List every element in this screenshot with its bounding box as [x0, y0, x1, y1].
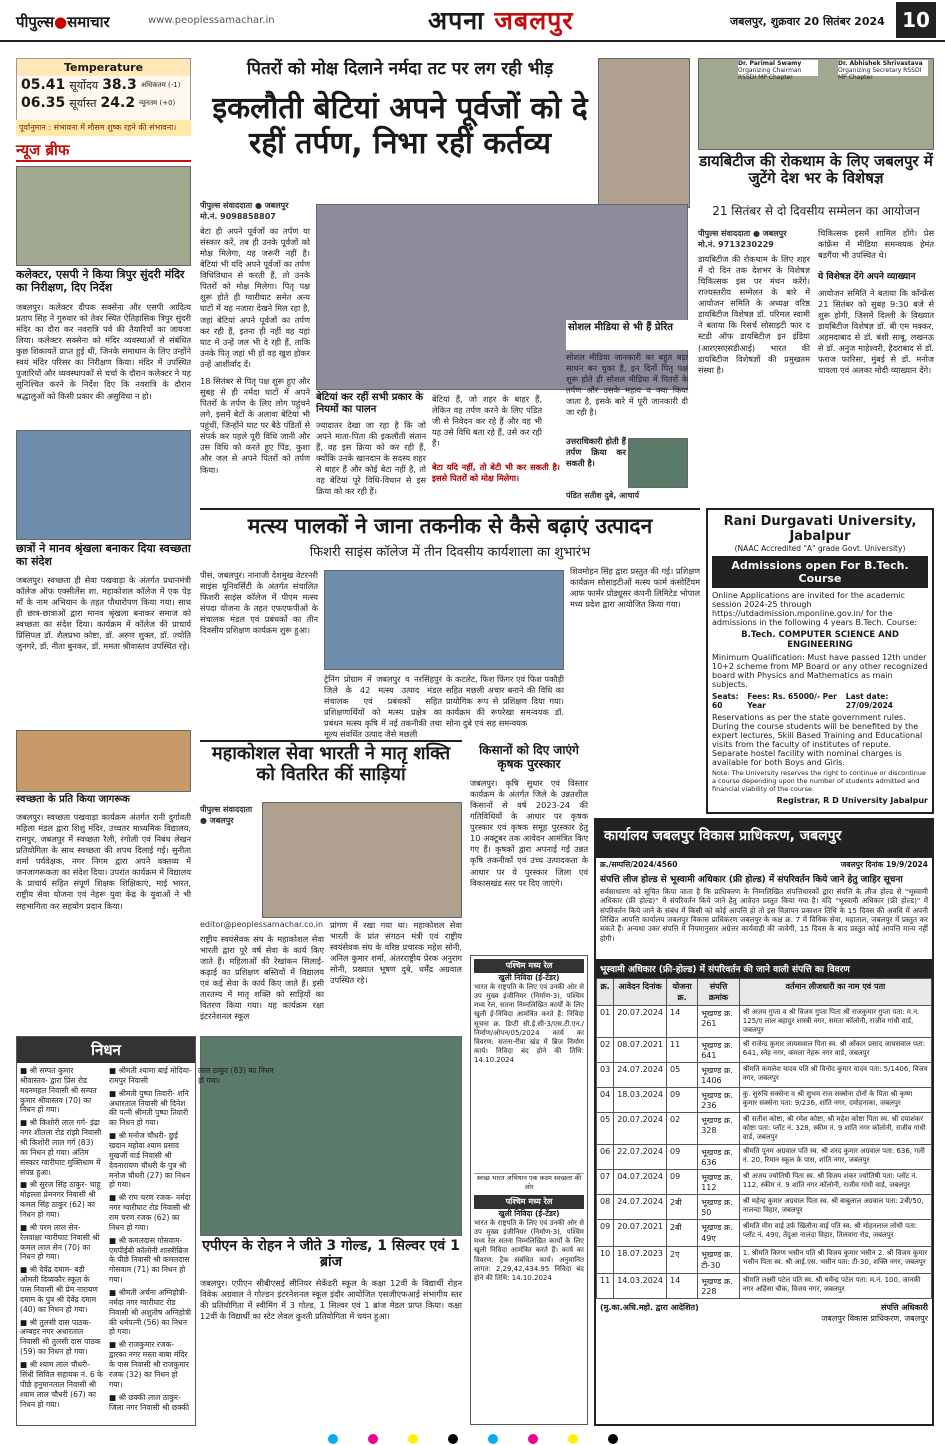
page-number: 10: [896, 2, 936, 38]
sport-headline: एपीएन के रोहन ने जीते 3 गोल्ड, 1 सिल्वर एवं 1 ब्रांज: [202, 1238, 460, 1271]
table-cell: 20.07.2024: [614, 1006, 667, 1038]
diabetes-col2: चिकित्सक इसमें शामिल होंगे। प्रेस कांफ्रेंस में मीडिया समन्वयक हेमंत बडगैंया भी उपस्थित थे।: [818, 228, 934, 261]
table-cell: भूखण्ड क्र. 49ए: [698, 1220, 740, 1247]
table-cell: 22.07.2024: [614, 1145, 667, 1170]
tender2-title: पश्चिम मध्य रेल: [474, 1195, 584, 1209]
lead-col1: बेटा ही अपने पूर्वजों का तर्पण या संस्कार करें, तब ही उनके पूर्वजों को मोक्ष मिलेगा, यह जरूरी नहीं है। बेटियां भी यदि अपने पूर्वजों का तर्पण विधिविधान से करती हैं, तो उनके पितरों को मोक्ष मिलेगा। पितृ पक्ष शुरू होते ही ग्वारीघाट समेत अन्य घाटों में यह नजारा देखने मिल रहा है, जहां बेटियां अपने पूर्वजों का तर्पण कर रही हैं, इतना ही नहीं वह यहां घाट में उन्हें जल भी दे रही हैं, ताकि उनके पितृ जहां भी हों वह खुश होकर उन्हें आशीर्वाद दें।: [200, 226, 310, 369]
table-cell: 14: [667, 1274, 698, 1299]
table-row: [597, 1145, 932, 1170]
brand-logo: पीपुल्स●समाचार: [16, 13, 110, 31]
table-cell: 14: [667, 1006, 698, 1038]
max-label: अधिकतम (-1): [140, 80, 181, 89]
max-temp: 38.3: [102, 77, 137, 93]
brief2-body: जबलपुर। स्वच्छता ही सेवा पखवाड़ा के अंतर्गत प्रधानमंत्री कॉलेज ऑफ एक्सीलेंस शा. महाकोशल कॉलेज में एक पेड़ माँ के नाम अभियान के तहत पौधारोपण किया गया। साथ ही छात्र-छात्राओं द्वारा मानव श्रृंखला बनाकर समाज को स्वच्छता का संदेश दिया। कार्यक्रम में कॉलेज की प्राचार्य प्रिंसिपल डॉ. शैलप्रभा कोष्टा, डॉ. अरुण शुक्ल, डॉ. ज्योति जुनगरे, डॉ. नीता बुनकर, डॉ. ममता श्रीवास्तव उपस्थित रहे।: [16, 575, 191, 652]
color-mark-black: [608, 1434, 618, 1444]
table-cell: 20.07.2024: [614, 1113, 667, 1145]
rdu-intro: Online Applications are invited for the academic session 2024-25 through https://utdadmission.mponline.gov.in/ for the admissions in the following 4 years B.Tech. Course:: [712, 591, 918, 627]
rdu-lectures: During the course students will be benefited by the expert lectures, Skill Based Training and Educational visits from the faculty of institutes of repute.: [712, 722, 923, 749]
obituary-item: ■ श्रीमती अर्चना अग्निहोत्री- नर्मदा नगर ग्वारीघाट रोड निवासी श्री अशुतोष अग्निहोत्री की धर्मपत्नी (56) का निधन हो गया।: [109, 1288, 191, 1337]
min-label: न्यूनतम (+0): [139, 98, 176, 107]
rdu-seats: Seats: 60: [712, 692, 739, 710]
table-cell: 05: [667, 1063, 698, 1088]
tender2-subtitle: खुली निविदा (ई-टेंडर): [498, 1209, 560, 1219]
table-row: [597, 1113, 932, 1145]
color-mark-cyan: [488, 1434, 498, 1444]
table-cell: कु. सुरुचि सक्सेना व श्री सुभम राज सक्सेना दोनों के पिता श्री कृष्ण कुमार सक्सेना पता: 9/236, शांति नगर, दमोहनाका, जबलपुर: [739, 1088, 931, 1113]
table-row: [597, 1170, 932, 1195]
seva-byline: पीपुल्स संवाददाता ● जबलपुर: [200, 805, 253, 825]
obituary-item: ■ श्री देवेंद्र दमाम- बड़ी ओमती दिव्यकौर स्कूल के पास निवासी श्री प्रेम नारायण दमाम के पुत्र श्री देवेंद्र दमाम (40) का निधन हो गया।: [20, 1265, 98, 1314]
sunset-time: 06.35: [21, 95, 66, 111]
table-cell: 05: [597, 1113, 614, 1145]
lead-quote2: उत्तराधिकारी होती हैं तर्पण क्रिया कर सकती है।: [566, 436, 626, 469]
seva-headline: महाकोशल सेवा भारती ने मातृ शक्ति को वितरित कीं साड़ियां: [211, 743, 451, 785]
table-row: [597, 1038, 932, 1063]
sunrise-label: सूर्योदय: [69, 78, 99, 92]
fish-col2: ट्रेनिंग प्रोग्राम में जबलपुर व नरसिंहपुर जिले के 42 मत्स्य उत्पाद मंडल संचालक एवं प्रबंधकों सहित प्रशिक्षणार्थियों को मत्स्य प्रक्षेत्र का प्रबंधन मत्स्य कृषि में नई तकनीकी तथा मूल्य संवर्धित उत्पाद जैसे मछली: [324, 674, 442, 740]
photo-cleanliness-rally: [16, 730, 191, 792]
lead-col4: बेटियां हैं, जो शहर के बाहर हैं, लेकिन वह तर्पण करने के लिए पंडित जी से निवेदन कर रहे हैं और वह भी यह उसे विधि बता रहे हैं, उसे कर रही हैं।: [432, 394, 542, 449]
table-cell: 1. श्रीमति किरण भसीन पति श्री विजय कुमार भसीन 2. श्री विजय कुमार भसीन पिता स्व. श्री आई.एस. भसीन पता: टी-30, शक्ति नगर, जबलपुर: [739, 1247, 931, 1274]
obituary-item: ■ श्री श्याम लाल चौधरी- सिंधी सिविल सहायक नं. 6 के पीछे हनुमानताल निवासी श्री श्याम लाल चौधरी (67) का निधन हो गया।: [20, 1360, 103, 1409]
photo-saree-distribution: [262, 802, 462, 918]
lead-quote: बेटा यदि नहीं, तो बेटी भी कर सकती है। इससे पितरों को मोक्ष मिलेगा।: [432, 462, 560, 484]
table-cell: श्री राजेन्द्र कुमार जायसवाल पिता स्व. श्री ओंकार प्रसाद जायसवाल पता: 641, स्नेह नगर, कमला नेहरू नगर वार्ड, जबलपुर: [739, 1038, 931, 1063]
jda-date: जबलपुर दिनांक 19/9/2024: [840, 860, 928, 869]
table-cell: 11: [667, 1038, 698, 1063]
print-color-marks: [0, 1432, 945, 1445]
table-row: [597, 1220, 932, 1247]
brief3-body: जबलपुर। स्वच्छता पखवाड़ा कार्यक्रम अंतर्गत रानी दुर्गावती महिला मंडल द्वारा शिशु मंदिर, उच्चतर माध्यमिक विद्यालय, रामपुर, जबलपुर में स्वच्छता रैली, रंगोली एवं निबंध लेखन प्रतियोगिता के साथ स्वच्छता की शपथ दिलाई गई। सुनीता शर्मा पर्यवेक्षक, नगर निगम द्वारा अपने वक्तव्य में जनजागरूकता का संदेश दिया। उपरांत कार्यक्रम में विद्यालय के प्राचार्य सहित संपूर्ण शिक्षक शिक्षिकाएं, माई भारत, राष्ट्रीय सेवा योजना एवं नेहरू युवा केंद्र के युवाओं ने भी सहभागिता कर सहयोग प्रदान किया।: [16, 812, 191, 911]
rdu-naac: (NAAC Accredited "A" grade Govt. University): [734, 544, 906, 553]
forecast: पूर्वानुमान : संभावना में मौसम शुष्क रहने की संभावना।: [16, 120, 191, 136]
rdu-fees: Fees: Rs. 65000/- Per Year: [747, 692, 837, 710]
table-cell: 09: [597, 1220, 614, 1247]
table-cell: 18.03.2024: [614, 1088, 667, 1113]
obituary-item: ■ श्री राजकुमार रजक- द्वारका नगर मस्ता बाबा मंदिर के पास निवासी श्री राजकुमार रजक (32) का निधन हो गया।: [109, 1340, 189, 1389]
table-cell: भूखण्ड क्र. 50: [698, 1195, 740, 1220]
table-header-cell: संपत्ति क्रमांक: [698, 979, 740, 1006]
photo-woman-offering: [598, 58, 690, 208]
table-cell: श्री अजय ज्योतिषी पिता स्व. श्री विजय शंकर ज्योतिषी पता: प्लॉट नं. 112, स्कीम नं. 9 शांति नगर कॉलोनी, राजीव गांधी वार्ड, जबलपुर: [739, 1170, 931, 1195]
table-cell: 2बी: [667, 1195, 698, 1220]
table-cell: 10: [597, 1247, 614, 1274]
table-cell: 2बी: [667, 1220, 698, 1247]
tender1-footer: स्वच्छ भारत अभियान एक कदम स्वच्छता की ओर: [474, 1173, 584, 1191]
obituaries-title: निधन: [17, 1037, 195, 1063]
side-body: सोशल मीडिया जानकारी का बहुत बड़ा साधन बन चुका है, इन दिनों पितृ पक्ष शुरू होते ही सोशल मीडिया में पितरों के तर्पण और उसके महत्व व क्या किया जाता है, इसके बारे में पूरी जानकारी दी जा रही है।: [566, 352, 688, 418]
table-cell: भूखण्ड क्र. 112: [698, 1170, 740, 1195]
rdu-last-date: Last date: 27/09/2024: [845, 692, 894, 710]
photo-human-chain: [16, 430, 191, 540]
table-header-cell: योजना क्र.: [667, 979, 698, 1006]
pandit-name: पंडित सतीश दुबे, आचार्य: [566, 491, 640, 500]
fish-col1: पीसं, जबलपुर। नानाजी देशमुख वेटरनरी साइंस यूनिवर्सिटी के अंतर्गत संचालित फिशरी साइंस कॉलेज में पीएम मत्स्य संपदा योजना के तहत एफएफपीओ के संचालक मंडल एवं प्रबंधकों का तीन दिवसीय प्रशिक्षण कार्यक्रम शुरू हुआ।: [200, 570, 318, 636]
table-cell: भूखण्ड क्र. 1406: [698, 1063, 740, 1088]
rdu-hostel: Separate hostel facility with nominal charges is available for both Boys and Girls.: [712, 749, 902, 767]
divider: [200, 740, 462, 742]
doctor1-label: Dr. Parimal Swamy Organizing Chairman RSSDI MP Chapter: [738, 60, 818, 76]
obituary-item: ■ श्री राम चरण रजक- नर्मदा नगर ग्वारीघाट रोड निवासी श्री राम चरण रजक (62) का निधन हो गया।: [109, 1193, 191, 1232]
table-cell: श्रीमति लक्ष्मी पटेल पति स्व. श्री धर्मेन्द्र पटेल पता: म.नं. 100, जानकी नगर अहिंसा चौक, विजय नगर, जबलपुर: [739, 1274, 931, 1299]
table-cell: 09: [667, 1088, 698, 1113]
jda-notice: [594, 818, 934, 1426]
table-cell: 18.07.2023: [614, 1247, 667, 1274]
obituary-item: ■ श्री सम्पत कुमार श्रीवास्तव- द्वारा प्रिंस रोड मदनमहल निवासी श्री सम्पत कुमार श्रीवास्तव (70) का निधन हो गया।: [20, 1066, 97, 1115]
table-cell: 09: [667, 1170, 698, 1195]
site-url[interactable]: www.peoplessamachar.in: [148, 15, 275, 26]
rdu-course: B.Tech. COMPUTER SCIENCE AND ENGINEERING: [741, 630, 899, 650]
table-cell: 07: [597, 1170, 614, 1195]
weather-box: [16, 58, 191, 126]
seva-email[interactable]: editor@peoplessamachar.co.in: [200, 920, 324, 929]
diabetes-col1: डायबिटीज की रोकथाम के लिए शहर में दो दिन तक देशभर के विशेषज्ञ चिकित्सक इस पर मंथन करेंगे। राज्यस्तरीय सम्मेलन के बारे में आयोजन समिति के अध्यक्ष वरिष्ठ डायबिटीज विशेषज्ञ डॉ. परिमल स्वामी ने बताया कि रिसर्च सोसाइटी फार द स्टडी ऑफ डायबिटीज इन इंडिया (आरएसएसडीआई) भारत की डायबिटीज विशेषज्ञों की प्रमुखतम संस्था है।: [698, 254, 810, 375]
table-cell: श्रीमति पूनम अग्रवाल पति स्व. श्री शरद कुमार अग्रवाल पता: 636, गली नं. 20, रिमान स्कूल के पास, शांति नगर, जबलपुर: [739, 1145, 931, 1170]
table-row: [597, 1195, 932, 1220]
table-cell: 06: [597, 1145, 614, 1170]
table-cell: 02: [597, 1038, 614, 1063]
brief1-body: जबलपुर। कलेक्टर दीपक सक्सेना और एसपी आदित्य प्रताप सिंह ने गुरुवार को तेवर स्थित ऐतिहासिक त्रिपुर सुंदरी मंदिर का दौरा कर नवरात्रि पर्व की तैयारियों का जायजा लिया। कलेक्टर सक्सेना को मंदिर व्यवस्थाओं से संबंधित कुछ शिकायतें प्राप्त हुई थीं, जिनके समाधान के लिए उन्होंने स्वयं मंदिर परिसर का निरीक्षण किया। मंदिर में उपस्थित पुजारियों और व्यवस्थापकों से चर्चा के दौरान कलेक्टर ने यह सुनिश्चित करने के निर्देश दिए कि नवरात्रि के दौरान श्रद्धालुओं को किसी प्रकार की असुविधा न हो।: [16, 302, 191, 401]
lead-headline: इकलौती बेटियां अपने पूर्वजों को दे रहीं तर्पण, निभा रहीं कर्तव्य: [212, 91, 588, 161]
sport-body: जबलपुर। एपीएन सीबीएसई सीनियर सेकेंडरी स्कूल के कक्षा 12वीं के विद्यार्थी रोहन विवेक अग्रवाल ने गोल्डन इंटरनेशनल स्कूल इंदौर आयोजित एसजीएफआई संभागीय स्तर की प्रतियोगिता में स्वीमिंग में 3 गोल्ड, 1 सिल्वर एवं 1 ब्रांज मेडल प्राप्त किया। कक्षा 12वीं के विद्यार्थी का स्टेट लेवल कुश्ती प्रतियोगिता में चयन हुआ।: [200, 1278, 462, 1322]
table-row: [597, 1006, 932, 1038]
table-header-cell: क्र.: [597, 979, 614, 1006]
rdu-qualification: Minimum Qualification: Must have passed 12th under 10+2 scheme from MP Board or any other recognized board with Physics and Mathematics as main subjects.: [712, 653, 928, 689]
table-row: [597, 1274, 932, 1299]
diabetes-byline: पीपुल्स संवाददाता ● जबलपुर: [698, 229, 787, 238]
diabetes-col3: आयोजन समिति ने बताया कि कॉन्फ्रेंस 21 सितंबर को सुबह 9:30 बजे से शुरू होगी, जिसमें दिल्ली के विख्यात डायबिटीज विशेषज्ञ डॉ. बी एम मक्कर, अहमदाबाद से डॉ. बंशी साबू, लखनऊ से डॉ. अनुज माहेश्वरी, हैदराबाद से डॉ. फराज फारिसा, मुंबई से डॉ. मनोज चावला एवं अलका मोदी व्याख्यान देंगे।: [818, 288, 934, 376]
property-table: [596, 978, 932, 1299]
table-cell: भूखण्ड क्र. 328: [698, 1113, 740, 1145]
table-cell: भूखण्ड क्र. टी-30: [698, 1247, 740, 1274]
brief2-headline: छात्रों ने मानव श्रृंखला बनाकर दिया स्वच्छता का संदेश: [16, 542, 191, 568]
fish-col3: के कटलेट, फिश फिंगर एवं फिश पकौड़ी सहित मछली अचार बनाने की विधि का प्रायोगिक रूप से प्रशिक्षण दिया गया। कार्यक्रम की रूपरेखा समन्वयक डॉ. सोना दुबे एवं सह समन्वयक: [446, 674, 564, 729]
lead-subhead: बेटियां कर रहीं सभी प्रकार के नियमों का पालन: [316, 392, 424, 415]
table-row: [597, 1063, 932, 1088]
rdu-reservation: Reservations as per the state government rules.: [712, 713, 906, 722]
railway-tenders: [470, 955, 588, 1425]
lead-col2: 18 सितंबर से पितृ पक्ष शुरू हुए और सुबह से ही नर्मदा घाटों में अपने पितरों के तर्पण के लिए लोग पहुंचने लगे, इसमें बेटों के अलावा बेटियां भी पहुंचीं, जिन्होंने घाट पर बैठे पंडितों से संपर्क कर पहले पूरी विधि जानी और उस विधि को करते हुए पिंड, कुशा और जल से अपने पितरों को तर्पण किया।: [200, 376, 310, 475]
diabetes-mobile: मो.नं. 9713230229: [698, 240, 774, 249]
color-mark-yellow: [568, 1434, 578, 1444]
table-row: [597, 1088, 932, 1113]
obituary-item: ■ श्रीमती पुष्पा तिवारी- शनि अधारताल निवासी श्री दिनेश की पत्नी श्रीमती पुष्पा तिवारी का निधन हो गया।: [109, 1088, 189, 1128]
color-mark-magenta: [528, 1434, 538, 1444]
photo-pandit: [628, 438, 688, 488]
sunset-label: सूर्यास्त: [69, 96, 97, 110]
table-cell: भूखण्ड क्र. 261: [698, 1006, 740, 1038]
kisan-headline: किसानों को दिए जाएंगे कृषक पुरस्कार: [479, 743, 579, 771]
divider: [200, 508, 700, 510]
obituary-item: ■ श्री मनोज चौधरी- छुई खदान महोवा श्याम प्रसाद मुखर्जी वार्ड निवासी श्री देवनारायण चौधरी के पुत्र श्री मनोज चौधरी (27) का निधन हो गया।: [109, 1131, 190, 1190]
tender1-subtitle: खुली निविदा (ई-टेंडर): [498, 973, 560, 983]
jda-notice-headline: संपत्ति लीज होल्ड से भूस्वामी अधिकार (फ्री होल्ड) में संपरिवर्तन किये जाने हेतु जाहिर सूचना: [600, 875, 903, 885]
jda-ref: क्र./सम्पत्ति/2024/4560: [600, 860, 678, 869]
tender1-body: भारत के राष्ट्रपति के लिए एवं उनकी ओर से उप मुख्य इंजीनियर (निर्माण-3), पश्चिम मध्य रेल, सतना निम्नलिखित कार्यों के लिए खुली ई-निविदा आमंत्रित करते हैं: निविदा सूचना क्र. डिप्टी सी.ई.सी-3/एस.टी.एन./निर्माण/ओपन/05/2024 कार्य का विवरण: सतना-रीवा खंड में ब्रिज निर्माण कार्य। निविदा बंद होने की तिथि: 14.10.2024: [474, 983, 584, 1064]
table-cell: 04: [597, 1088, 614, 1113]
table-cell: 01: [597, 1006, 614, 1038]
photo-fish-workshop: [324, 570, 564, 670]
tender2-body: भारत के राष्ट्रपति के लिए एवं उनकी ओर से उप मुख्य इंजीनियर (निर्माण-3), पश्चिम मध्य रेल सतना निम्नलिखित कार्यों के लिए खुली निविदा आमंत्रित करते हैं। कार्य का विवरण: ट्रैक संबंधित कार्य। अनुमानित लागत: 2,29,42,434.95 निविदा बंद होने की तिथि: 14.10.2024: [474, 1219, 584, 1282]
table-cell: 11: [597, 1274, 614, 1299]
fish-headline: मत्स्य पालकों ने जाना तकनीक से कैसे बढ़ाएं उत्पादन: [247, 514, 653, 538]
table-cell: श्रीमति कमलेश यादव पति श्री विनोद कुमार यादव पता: 5/1406, विजय नगर, जबलपुर: [739, 1063, 931, 1088]
table-cell: 04.07.2024: [614, 1170, 667, 1195]
obituary-item: ■ श्री परम लाल सेन- रेलवाक्षा ग्वारीघाट निवासी श्री कमल लाल सेन (70) का निधन हो गया।: [20, 1222, 100, 1262]
table-cell: 14.03.2024: [614, 1274, 667, 1299]
table-row: [597, 1247, 932, 1274]
seva-col2: प्रांगण में रखा गया था। महाकोशल सेवा भारती के प्रांत संगठन मंत्री एवं राष्ट्रीय स्वयंसेवक संघ के वरिष्ठ प्रचारक महेश सोनी, अनिल कुमार शर्मा, अंतरराष्ट्रीय प्रेरक अनुराग सोनी, प्रख्यात भूषण दुबे, धर्मेंद्र अग्रवाल उपस्थित रहे।: [330, 920, 462, 986]
diabetes-subhead2: ये विशेषज्ञ देंगे अपने व्याख्यान: [818, 272, 916, 282]
obituaries: [16, 1036, 274, 1426]
color-mark-magenta: [368, 1434, 378, 1444]
lead-col3: ज्यादातर देखा जा रहा है कि जो अपने माता-पिता की इकलौती संतान हैं, वह इस क्रिया को कर रही हैं, क्योंकि उनके खानदान के सदस्य शहर से बाहर हैं और कोई बेटा नहीं है, तो वह बेटियां पूरे विधि-विधान से इस क्रिया को कर रही हैं।: [316, 420, 426, 497]
min-temp: 24.2: [100, 95, 136, 111]
diabetes-headline: डायबिटीज की रोकथाम के लिए जबलपुर में जुटेंगे देश भर के विशेषज्ञ: [699, 152, 933, 188]
table-cell: 24.07.2024: [614, 1195, 667, 1220]
color-mark-cyan: [328, 1434, 338, 1444]
obituary-item: ■ श्रीमती श्यामा बाई मोदिया- रामपुर निवासी: [109, 1066, 192, 1085]
table-header-cell: आवेदन दिनांक: [614, 979, 667, 1006]
obituary-item: ■ श्री किशोरी लाल गर्ग- इंद्रा नगर शीतला रोड रांझी निवासी श्री किशोरी लाल गर्ग (83) का निधन हो गया। अंतिम संस्कार ग्वारीघाट मुक्तिधाम में संपन्न हुआ।: [20, 1118, 102, 1177]
rdu-note: Note: The University reserves the right to continue or discontinue a course depending upon the number of students admitted and financial viability of the course.: [712, 769, 926, 793]
dateline: जबलपुर, शुक्रवार 20 सितंबर 2024: [730, 15, 885, 28]
jda-sign-officer: संपत्ति अधिकारी: [880, 1303, 928, 1312]
lead-byline: पीपुल्स संवाददाता ● जबलपुर: [200, 201, 289, 210]
rdu-title: Rani Durgavati University, Jabalpur: [723, 514, 917, 544]
tender1-title: पश्चिम मध्य रेल: [474, 959, 584, 973]
photo-temple-inspection: [16, 166, 191, 266]
fish-col4: शिवमोहन सिंह द्वारा प्रस्तुत की गई। प्रशिक्षण कार्यक्रम सोसाइटीओं मत्स्य फार्म कंसोर्टियम आफ फार्मर प्रोड्यूसर कंपनी लिमिटेड भोपाल मध्य प्रदेश द्वारा आयोजित किया गया।: [570, 566, 700, 610]
table-cell: 20.07.2021: [614, 1220, 667, 1247]
lead-mobile: मो.नं. 9098858807: [200, 212, 276, 221]
table-cell: 08.07.2021: [614, 1038, 667, 1063]
jda-order: (मु.का.अधि.महो. द्वारा आदेशित): [600, 1303, 699, 1312]
table-cell: भूखण्ड क्र. 636: [698, 1145, 740, 1170]
rdu-admission-ad: [706, 508, 934, 814]
obituary-item: ■ श्री सुरज सिंह ठाकुर- चाहू मोहल्ला प्रेमनगर निवासी श्री कमल सिंह ठाकुर (62) का निधन हो गया।: [20, 1180, 101, 1220]
table-cell: भूखण्ड क्र. 236: [698, 1088, 740, 1113]
table-cell: श्री महेन्द्र कुमार अग्रवाल पिता स्व. श्री बाबूलाल अग्रवाल पता: 2बी/50, नालन्दा विहार, जबलपुर: [739, 1195, 931, 1220]
jda-sign-org: जबलपुर विकास प्राधिकरण, जबलपुर: [821, 1314, 928, 1323]
weather-title: Temperature: [17, 59, 190, 76]
section-title: अपना जबलपुर: [428, 6, 574, 35]
table-cell: 2ए: [667, 1247, 698, 1274]
color-mark-yellow: [408, 1434, 418, 1444]
jda-office: कार्यालय जबलपुर विकास प्राधिकरण, जबलपुर: [596, 820, 932, 858]
side-headline: सोशल मीडिया से भी हैं प्रेरित: [566, 320, 688, 350]
table-cell: 03: [597, 1063, 614, 1088]
diabetes-subhead: 21 सितंबर से दो दिवसीय सम्मेलन का आयोजन: [712, 204, 920, 218]
sunrise-time: 05.41: [21, 77, 66, 93]
jda-body: सर्वसाधारण को सूचित किया जाता है कि प्राधिकरण के निम्नलिखित संपत्तिधारकों द्वारा संपत्ति के लीज होल्ड से "भूस्वामी अधिकार (फ्री होल्ड)" में संपरिवर्तन किये जाने हेतु आवेदन प्रस्तुत किया गया है। यदि "भूस्वामी अधिकार (फ्री होल्ड)" में संपरिवर्तन किये जाने के संबंध में किसी को कोई आपत्ति हो तो इस विज्ञापन प्रकाशन तिथि के 15 दिवस की अवधि में अपनी लिखित आपत्ति कार्यालय जबलपुर विकास प्राधिकरण जबलपुर के कक्ष क्र. 7 में विधिक सेवा, महाताल, जबलपुर में प्रस्तुत कर सकते हैं। अन्यथा उक्त संपत्ति में नियमानुसार अग्रेत्तर कार्यवाही की जावेगी, 15 दिवस के बाद प्रस्तुत कोई आपत्ति मान्य नहीं होगी।: [600, 887, 928, 943]
kisan-body: जबलपुर। कृषि सुधार एवं विस्तार कार्यक्रम के अंतर्गत जिले के उन्नतशील किसानों से वर्ष 2023-24 की गतिविधियों के आधार पर कृषक पुरस्कार एवं कृषक समूह पुरस्कार हेतु 10 अक्टूबर तक आवेदन आमंत्रित किए गए हैं। कृषकों द्वारा अपनाई गई उन्नत कृषि तकनीकों एवं उच्च उत्पादकता के आधार पर ये पुरस्कार जिला एवं विकासखंड स्तर पर दिए जाएंगे।: [470, 778, 588, 888]
table-cell: 08: [597, 1195, 614, 1220]
table-cell: भूखण्ड क्र. 641: [698, 1038, 740, 1063]
table-cell: 24.07.2024: [614, 1063, 667, 1088]
obituary-item: ■ श्री छक्की लाल ठाकुर- जिला नगर निवासी श्री छक्की लाल ठाकुर (83) का निधन हो गया।: [109, 1066, 274, 1412]
obituary-item: ■ श्री कमलदास गोसवाम- एमपीईबी कॉलोनी शास्त्रीब्रिज के पीछे निवासी श्री कमलदास गोसवाम (71) का निधन हो गया।: [109, 1235, 190, 1285]
lead-kicker: पितरों को मोक्ष दिलाने नर्मदा तट पर लग रही भीड़: [246, 59, 554, 79]
rdu-signature: Registrar, R D University Jabalpur: [776, 796, 928, 805]
table-cell: 02: [667, 1113, 698, 1145]
color-mark-black: [448, 1434, 458, 1444]
brief3-headline: स्वच्छता के प्रति किया जागरूक: [16, 794, 130, 805]
table-cell: 09: [667, 1145, 698, 1170]
seva-col1: राष्ट्रीय स्वयंसेवक संघ के महाकोशल सेवा भारती द्वारा पूरे वर्ष सेवा के कार्य किए जाते हैं। महिलाओं की रेखांकन सिलाई-कढ़ाई का प्रशिक्षण बस्तियों में विद्यालय एवं कई सेवा के कार्य किए जाते हैं। इसी तारतम्य में मातृ शक्ति को साड़ियों का वितरण किया गया। यह कार्यक्रम रक्षा इंटरनेशनल स्कूल: [200, 934, 324, 1022]
brief1-headline: कलेक्टर, एसपी ने किया त्रिपुर सुंदरी मंदिर का निरीक्षण, दिए निर्देश: [16, 268, 185, 294]
obituary-item: ■ श्री तुलसी दास पाठक- अम्बहर नगर अधारताल निवासी श्री तुलसी दास पाठक (59) का निधन हो गया।: [20, 1317, 101, 1357]
table-cell: श्रीमति मीरा वाई उर्फ खिलौना वाई पति स्व. श्री मोहनलाल लोधी पता: प्लॉट नं. 49ए, तेंदुआ नालंदा विहार, तिलवारा रोड, जबलपुर: [739, 1220, 931, 1247]
rdu-banner: Admissions open For B.Tech. Course: [712, 556, 928, 588]
table-cell: श्री अजय गुप्ता व श्री विजय गुप्ता पिता श्री राजकुमार गुप्ता पता: म.न. 125/ए लाल बहादुर शास्त्री नगर, समता कॉलोनी, राजीव गांधी वार्ड, जबलपुर: [739, 1006, 931, 1038]
jda-table-title: भूस्वामी अधिकार (फ्री-होल्ड) में संपरिवर्तन की जाने वाली संपत्ति का विवरण: [596, 959, 932, 978]
fish-subhead: फिशरी साइंस कॉलेज में तीन दिवसीय कार्यशाला का शुभारंभ: [309, 545, 591, 560]
table-header-cell: वर्तमान लीजधारी का नाम एवं पता: [739, 979, 931, 1006]
table-cell: श्री सतीश कोष्टा, श्री रमेश कोष्टा, श्री महेश कोष्टा पिता स्व. श्री दयाशंकर कोष्टा पता: प्लॉट नं. 328, स्कीम नं. 9 शांति नगर कॉलोनी, राजीव गांधी वार्ड, जबलपुर: [739, 1113, 931, 1145]
news-brief-title: न्यूज ब्रीफ: [16, 140, 191, 162]
table-cell: भूखण्ड क्र. 228: [698, 1274, 740, 1299]
doctor2-label: Dr. Abhishek Shrivastava Organizing Secretary RSSDI MP Chapter: [838, 60, 928, 76]
